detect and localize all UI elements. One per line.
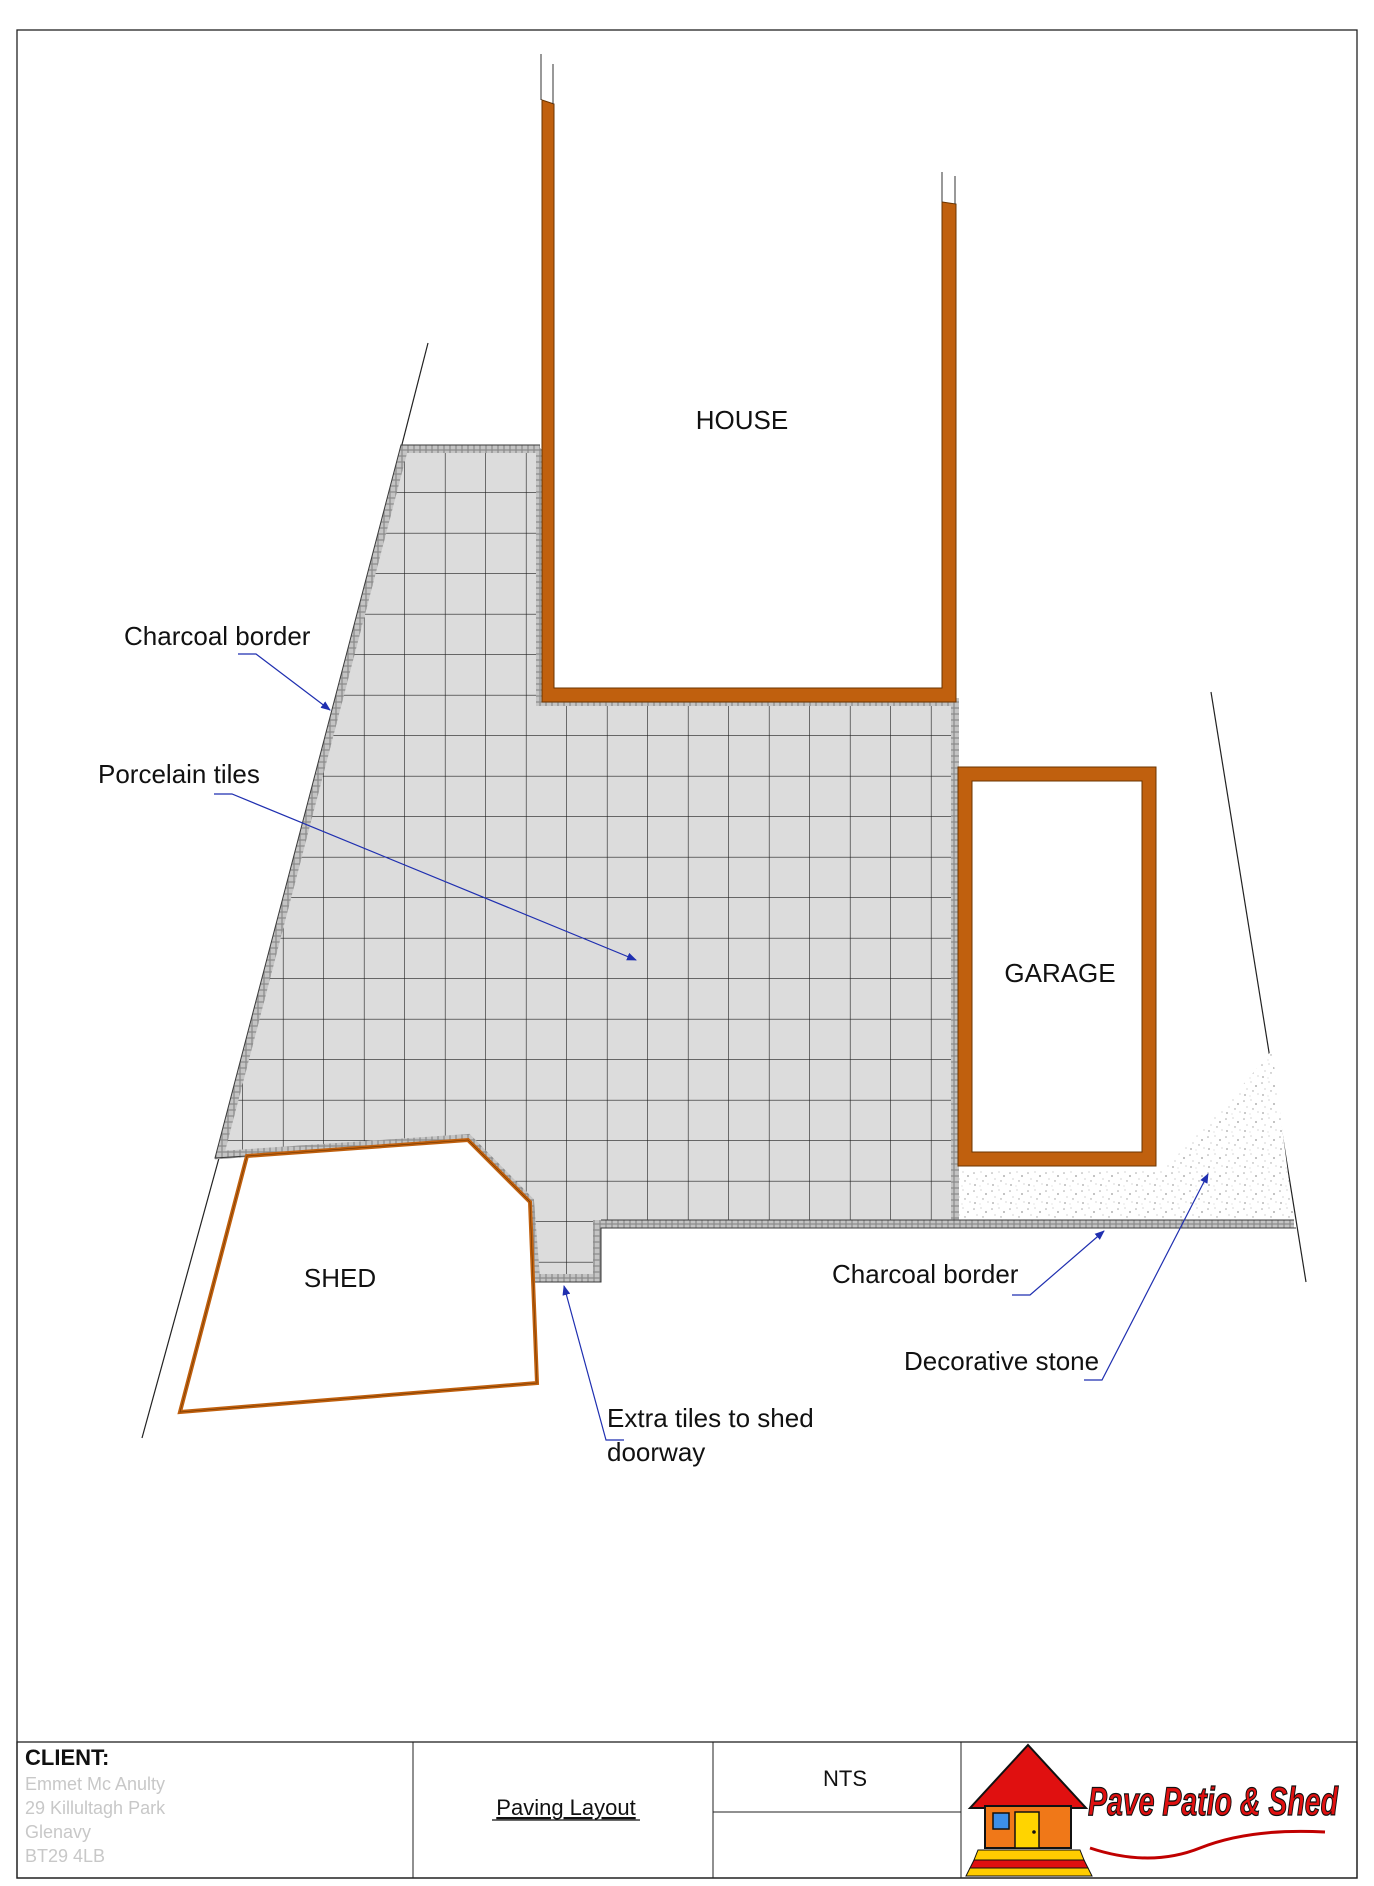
client-line-4: BT29 4LB <box>25 1846 106 1866</box>
logo-wordmark: Pave Patio & Shed <box>1088 1780 1340 1824</box>
title-block <box>17 1742 1357 1878</box>
extra-tiles-text-line2: doorway <box>607 1437 706 1467</box>
garage-label: GARAGE <box>1004 958 1116 988</box>
charcoal-border-left-text: Charcoal border <box>124 621 311 651</box>
annotation-charcoal-border-left <box>124 621 330 710</box>
logo-swoosh <box>1090 1831 1325 1858</box>
client-line-2: 29 Killultagh Park <box>25 1798 166 1818</box>
logo-brick-row-1 <box>974 1850 1084 1860</box>
annotation-extra-tiles <box>564 1286 814 1467</box>
client-heading: CLIENT: <box>25 1745 110 1770</box>
logo-roof <box>970 1745 1086 1808</box>
extra-tiles-text-line1: Extra tiles to shed <box>607 1403 814 1433</box>
charcoal-border-left-leader <box>238 654 330 710</box>
house-wall-left <box>542 100 956 702</box>
annotation-charcoal-border-right <box>832 1231 1104 1295</box>
shed-label: SHED <box>303 1263 377 1293</box>
client-line-1: Emmet Mc Anulty <box>25 1774 166 1794</box>
porcelain-tiles-text: Porcelain tiles <box>98 759 260 789</box>
logo-house-icon <box>966 1745 1092 1876</box>
logo-door-knob <box>1032 1830 1036 1834</box>
logo-window <box>993 1813 1009 1829</box>
scale-label: NTS <box>823 1766 867 1791</box>
client-line-3: Glenavy <box>25 1822 92 1842</box>
drawing-title: Paving Layout <box>496 1795 636 1820</box>
house-label: HOUSE <box>695 405 789 435</box>
logo-door <box>1015 1812 1039 1848</box>
decorative-stone-area <box>958 1050 1294 1220</box>
logo-paving-bricks <box>966 1850 1092 1876</box>
charcoal-border-right-text: Charcoal border <box>832 1259 1019 1289</box>
charcoal-border-right-leader <box>1012 1231 1104 1295</box>
company-logo <box>966 1745 1339 1876</box>
house-walls <box>541 54 956 702</box>
decorative-stone-text: Decorative stone <box>904 1346 1100 1376</box>
logo-brick-row-3 <box>966 1868 1092 1876</box>
logo-brick-row-2 <box>970 1860 1088 1868</box>
